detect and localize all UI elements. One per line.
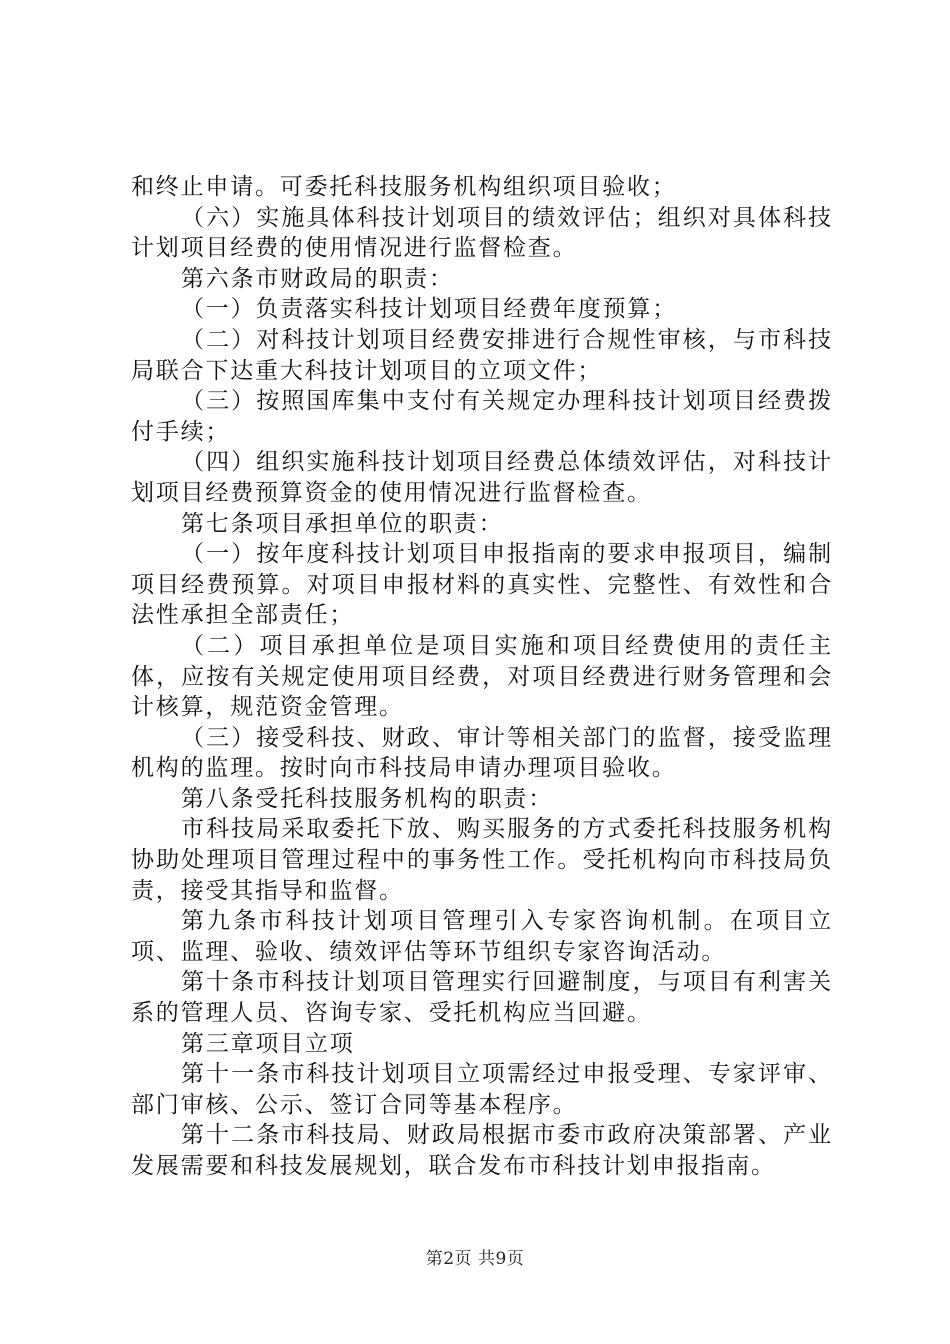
paragraph: 第六条市财政局的职责： [181, 265, 454, 292]
paragraph: （六）实施具体科技计划项目的绩效评估；组织对具体科技计划项目经费的使用情况进行监督检查。 [131, 204, 833, 262]
paragraph: 第十一条市科技计划项目立项需经过申报受理、专家评审、部门审核、公示、签订合同等基本程序。 [131, 1061, 833, 1118]
paragraph: （四）组织实施科技计划项目经费总体绩效评估，对科技计划项目经费预算资金的使用情况进行监督检查。 [131, 449, 833, 506]
paragraph: 第八条受托科技服务机构的职责： [181, 785, 553, 812]
paragraph: （三）接受科技、财政、审计等相关部门的监督，接受监理机构的监理。按时向市科技局申请办理项目验收。 [131, 724, 833, 782]
paragraph: 市科技局采取委托下放、购买服务的方式委托科技服务机构协助处理项目管理过程中的事务性工作。受托机构向市科技局负责，接受其指导和监督。 [131, 816, 833, 904]
paragraph: 和终止申请。可委托科技服务机构组织项目验收； [131, 174, 677, 200]
paragraph: （一）按年度科技计划项目申报指南的要求申报项目，编制项目经费预算。对项目申报材料的真实性、完整性、有效性和合法性承担全部责任； [131, 541, 833, 629]
paragraph: （三）按照国库集中支付有关规定办理科技计划项目经费拨付手续； [131, 388, 833, 445]
paragraph: 第九条市科技计划项目管理引入专家咨询机制。在项目立项、监理、验收、绩效评估等环节组织专家咨询活动。 [131, 908, 833, 965]
paragraph: （二）项目承担单位是项目实施和项目经费使用的责任主体，应按有关规定使用项目经费，对项目经费进行财务管理和会计核算，规范资金管理。 [131, 632, 833, 721]
paragraph: 第十二条市科技局、财政局根据市委市政府决策部署、产业发展需要和科技发展规划，联合发布市科技计划申报指南。 [131, 1122, 833, 1179]
page-number-footer: 第2页 共9页 [425, 1249, 525, 1269]
paragraph: 第七条项目承担单位的职责： [181, 510, 504, 537]
paragraph: （一）负责落实科技计划项目经费年度预算； [181, 296, 677, 323]
paragraph: 第十条市科技计划项目管理实行回避制度，与项目有利害关系的管理人员、咨询专家、受托机构应当回避。 [131, 969, 833, 1027]
chapter-heading: 第三章项目立项 [181, 1030, 355, 1057]
document-body [131, 172, 833, 1182]
paragraph: （二）对科技计划项目经费安排进行合规性审核，与市科技局联合下达重大科技计划项目的立项文件； [131, 326, 833, 384]
